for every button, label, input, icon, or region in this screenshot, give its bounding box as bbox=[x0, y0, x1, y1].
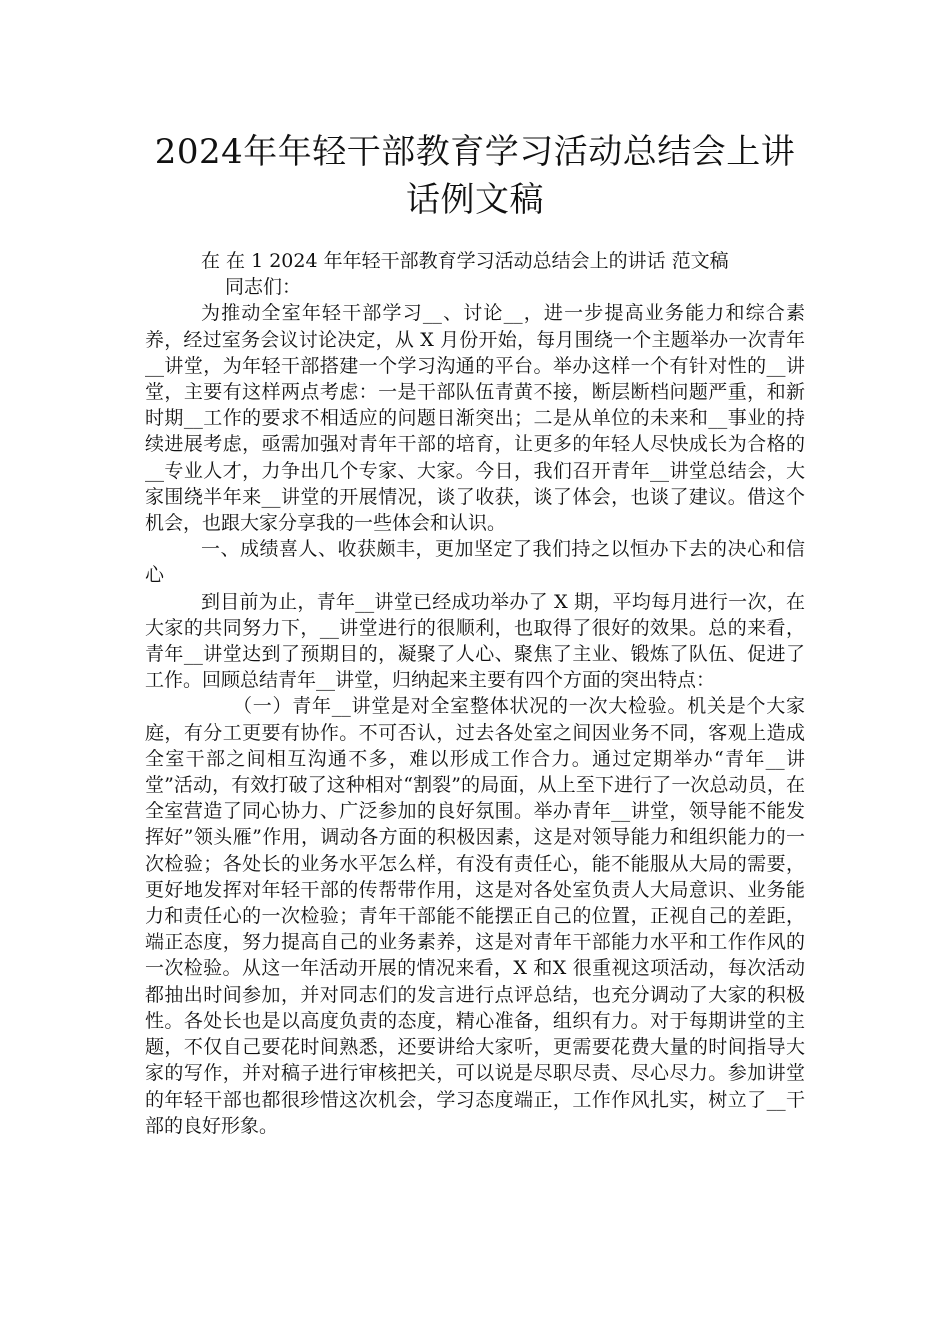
section-heading-1: 一、成绩喜人、收获颇丰，更加坚定了我们持之以恒办下去的决心和信心 bbox=[145, 538, 805, 587]
paragraph-point-1: （一）青年__讲堂是对全室整体状况的一次大检验。机关是个大家庭，有分工更要有协作。不可否认，过去各处室之间因业务不同，客观上造成全室干部之间相互沟通不多，难以形成工作合力。通过定期举办“青年__讲堂”活动，有效打破了这种相对“割裂”的局面，从上至下进行了一次总动员，在全室营造了同心协力、广泛参加的良好氛围。举办青年__讲堂，领导能不能发挥好”领头雁”作用，调动各方面的积极因素，这是对领导能力和组织能力的一次检验；各处长的业务水平怎么样，有没有责任心，能不能服从大局的需要，更好地发挥对年轻干部的传帮带作用，这是对各处室负责人大局意识、业务能力和责任心的一次检验；青年干部能不能摆正自己的位置，正视自己的差距，端正态度，努力提高自己的业务素养，这是对青年干部能力水平和工作作风的一次检验。从这一年活动开展的情况来看，X 和X 很重视这项活动，每次活动都抽出时间参加，并对同志们的发言进行点评总结，也充分调动了大家的积极性。各处长也是以高度负责的态度，精心准备，组织有力。对于每期讲堂的主题，不仅自己要花时间熟悉，还要讲给大家听，更需要花费大量的时间指导大家的写作，并对稿子进行审核把关，可以说是尽职尽责、尽心尽力。参加讲堂的年轻干部也都很珍惜这次机会，学习态度端正，工作作风扎实，树立了__干部的良好形象。 bbox=[145, 695, 805, 1137]
document-body bbox=[145, 248, 805, 1139]
paragraph-intro: 为推动全室年轻干部学习__、讨论__，进一步提高业务能力和综合素养，经过室务会议讨论决定，从 X 月份开始，每月围绕一个主题举办一次青年__讲堂，为年轻干部搭建一个学习沟通的平台。举办这样一个有针对性的__讲堂，主要有这样两点考虑：一是干部队伍青黄不接，断层断档问题严重，和新时期__工作的要求不相适应的问题日渐突出；二是从单位的未来和__事业的持续进展考虑，亟需加强对青年干部的培育，让更多的年轻人尽快成长为合格的__专业人才，力争出几个专家、大家。今日，我们召开青年__讲堂总结会，大家围绕半年来__讲堂的开展情况，谈了收获，谈了体会，也谈了建议。借这个机会，也跟大家分享我的一些体会和认识。 bbox=[145, 302, 805, 535]
paragraph-progress: 到目前为止，青年__讲堂已经成功举办了 X 期，平均每月进行一次，在大家的共同努力下，__讲堂进行的很顺利，也取得了很好的效果。总的来看，青年__讲堂达到了预期目的，凝聚了人心、聚焦了主业、锻炼了队伍、促进了工作。回顾总结青年__讲堂，归纳起来主要有四个方面的突出特点： bbox=[145, 590, 805, 692]
salutation: 同志们： bbox=[225, 276, 302, 299]
document-subtitle: 在 在 1 2024 年年轻干部教育学习活动总结会上的讲话 范文稿 bbox=[201, 250, 729, 272]
document-title: 2024年年轻干部教育学习活动总结会上讲话例文稿 bbox=[154, 132, 796, 220]
